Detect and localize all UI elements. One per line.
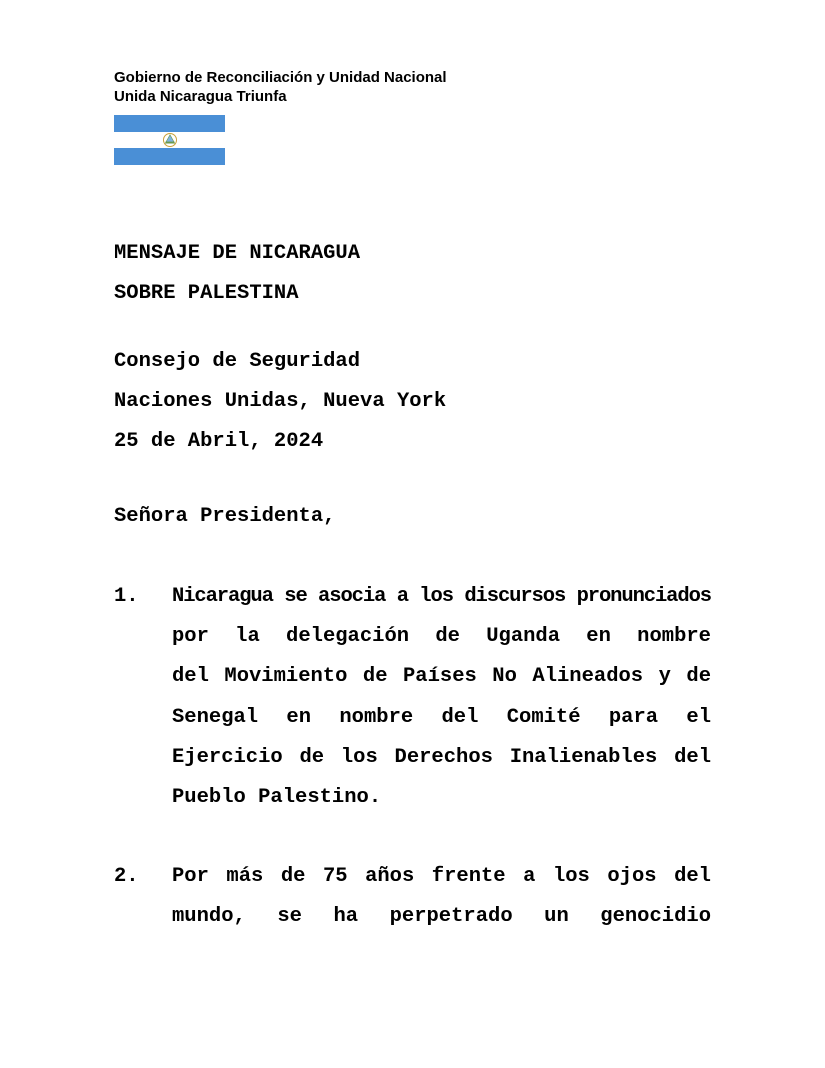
paragraph-1	[114, 577, 714, 818]
title-line-2: SOBRE PALESTINA	[114, 282, 299, 305]
paragraph-line: mundo, se ha perpetrado un genocidio	[172, 905, 711, 929]
paragraph-number: 1.	[114, 585, 139, 608]
salutation: Señora Presidenta,	[114, 505, 336, 528]
paragraph-2	[114, 857, 714, 937]
meta-place: Naciones Unidas, Nueva York	[114, 390, 447, 413]
meta-venue: Consejo de Seguridad	[114, 350, 361, 373]
letterhead	[114, 68, 447, 106]
nicaragua-flag-icon	[114, 115, 225, 165]
meta-date: 25 de Abril, 2024	[114, 430, 324, 453]
title-line-1: MENSAJE DE NICARAGUA	[114, 242, 361, 265]
document-meta	[114, 342, 446, 462]
paragraph-line: del Movimiento de Países No Alineados y de	[172, 665, 711, 689]
letterhead-slogan: Unida Nicaragua Triunfa	[114, 88, 287, 105]
paragraph-line: Nicaragua se asocia a los discursos pronunciados	[172, 585, 711, 608]
document-title	[114, 234, 360, 314]
paragraph-number: 2.	[114, 865, 139, 888]
paragraph-body	[172, 857, 711, 937]
paragraph-line: Pueblo Palestino.	[172, 786, 382, 810]
paragraph-body	[172, 577, 711, 818]
paragraph-line: Ejercicio de los Derechos Inalienables del	[172, 745, 711, 769]
paragraph-line: Por más de 75 años frente a los ojos del	[172, 865, 711, 888]
paragraph-line: Senegal en nombre del Comité para el	[172, 705, 711, 729]
paragraph-line: por la delegación de Uganda en nombre	[172, 625, 711, 649]
letterhead-government-name: Gobierno de Reconciliación y Unidad Nacional	[114, 69, 447, 86]
